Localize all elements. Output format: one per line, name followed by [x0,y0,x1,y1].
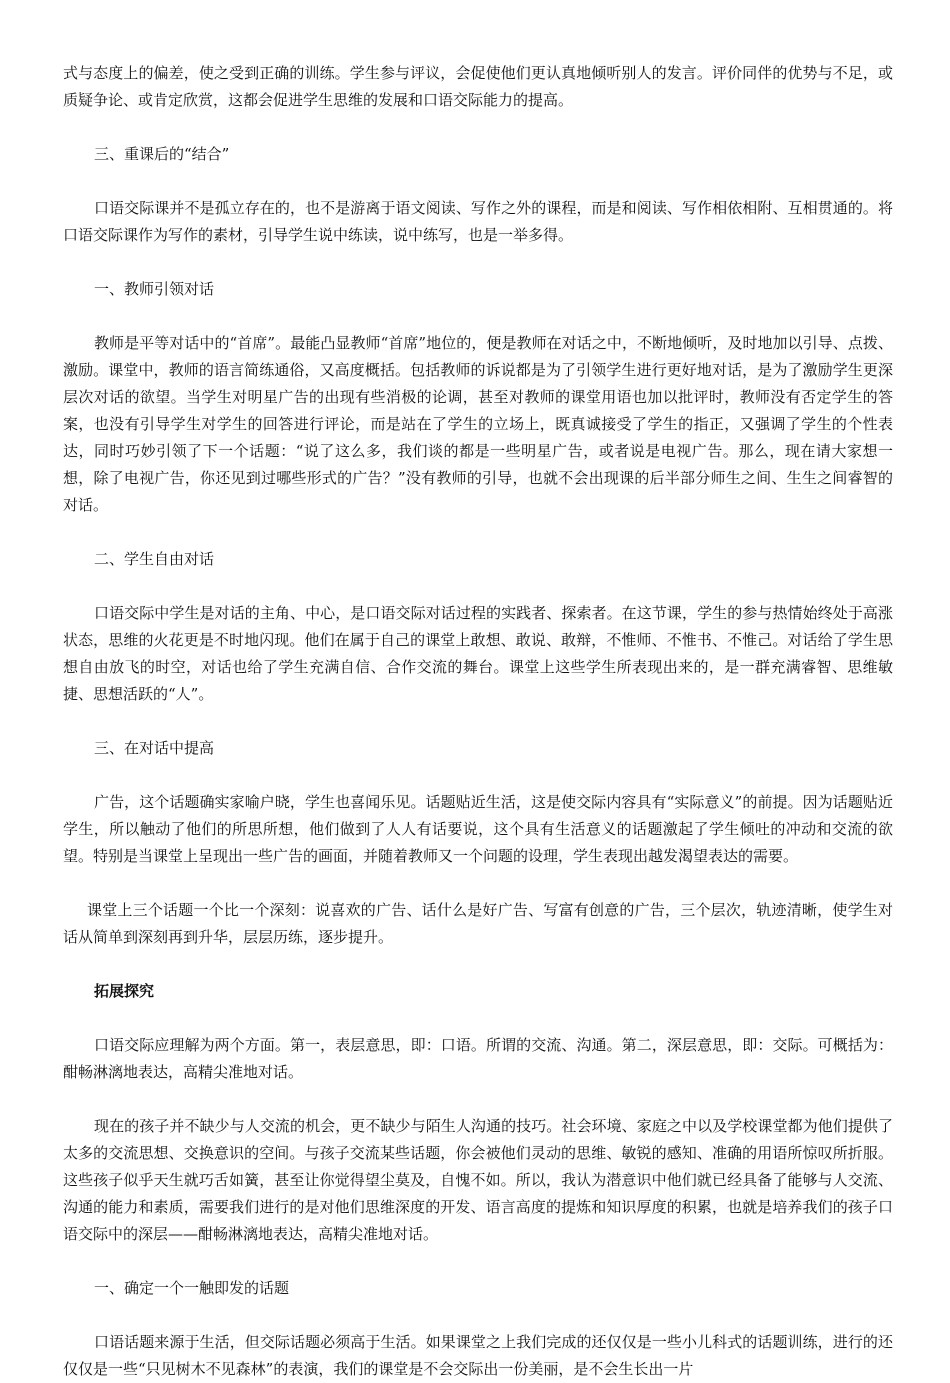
heading-extended-exploration: 拓展探究 [94,982,155,1000]
paragraph-two-aspects: 口语交际应理解为两个方面。第一，表层意思，即：口语。所谓的交流、沟通。第二，深层意思，即：交际。可概括为：酣畅淋漓地表达，高精尖准地对话。 [63,1036,893,1081]
paragraph-oral-course: 口语交际课并不是孤立存在的，也不是游离于语文阅读、写作之外的课程，而是和阅读、写作相依相附、互相贯通的。将口语交际课作为写作的素材，引导学生说中练读，说中练写，也是一举多得。 [63,199,893,244]
heading-combine-after-class: 三、重课后的“结合” [94,145,230,163]
paragraph-modern-children: 现在的孩子并不缺少与人交流的机会，更不缺少与陌生人沟通的技巧。社会环境、家庭之中以及学校课堂都为他们提供了太多的交流思想、交换意识的空间。与孩子交流某些话题，你会被他们灵动的思维、敏锐的感知、准确的用语所惊叹所折服。这些孩子似乎天生就巧舌如簧，甚至让你觉得望尘莫及，自愧不如。所以，我认为潜意识中他们就已经具备了能够与人交流、沟通的能力和素质，需要我们进行的是对他们思维深度的开发、语言高度的提炼和知识厚度的积累，也就是培养我们的孩子口语交际中的深层——酣畅淋漓地表达，高精尖准地对话。 [63,1117,893,1243]
paragraph-evaluation: 式与态度上的偏差，使之受到正确的训练。学生参与评议，会促使他们更认真地倾听别人的发言。评价同伴的优势与不足，或质疑争论、或肯定欣赏，这都会促进学生思维的发展和口语交际能力的提高。 [63,64,893,109]
heading-improve-in-dialogue: 三、在对话中提高 [94,739,215,757]
paragraph-three-topics: 课堂上三个话题一个比一个深刻：说喜欢的广告、话什么是好广告、写富有创意的广告，三个层次，轨迹清晰，使学生对话从简单到深刻再到升华，层层历练，逐步提升。 [63,901,893,946]
heading-student-free-dialogue: 二、学生自由对话 [94,550,215,568]
paragraph-teacher-chief: 教师是平等对话中的“首席”。最能凸显教师“首席”地位的，便是教师在对话之中，不断地倾听，及时地加以引导、点拨、激励。课堂中，教师的语言简练通俗，又高度概括。包括教师的诉说都是为了引领学生进行更好地对话，是为了激励学生更深层次对话的欲望。当学生对明星广告的出现有些消极的论调，甚至对教师的课堂用语也加以批评时，教师没有否定学生的答案，也没有引导学生对学生的回答进行评论，而是站在了学生的立场上，既真诚接受了学生的指正，又强调了学生的个性表达，同时巧妙引领了下一个话题：“说了这么多，我们谈的都是一些明星广告，或者说是电视广告。那么，现在请大家想一想，除了电视广告，你还见到过哪些形式的广告？”没有教师的引导，也就不会出现课的后半部分师生之间、生生之间睿智的对话。 [63,334,893,514]
paragraph-topic-source: 口语话题来源于生活，但交际话题必须高于生活。如果课堂之上我们完成的还仅仅是一些小儿科式的话题训练，进行的还仅仅是一些“只见树木不见森林”的表演，我们的课堂是不会交际出一份美丽，是不会生长出一片 [63,1333,893,1378]
paragraph-advertising-topic: 广告，这个话题确实家喻户晓，学生也喜闻乐见。话题贴近生活，这是使交际内容具有“实际意义”的前提。因为话题贴近学生，所以触动了他们的所思所想，他们做到了人人有话要说，这个具有生活意义的话题激起了学生倾吐的冲动和交流的欲望。特别是当课堂上呈现出一些广告的画面，并随着教师又一个问题的设理，学生表现出越发渴望表达的需要。 [63,793,893,865]
heading-teacher-guide: 一、教师引领对话 [94,280,215,298]
document-page [63,60,893,1383]
heading-determine-topic: 一、确定一个一触即发的话题 [94,1279,290,1297]
paragraph-student-role: 口语交际中学生是对话的主角、中心，是口语交际对话过程的实践者、探索者。在这节课，学生的参与热情始终处于高涨状态，思维的火花更是不时地闪现。他们在属于自己的课堂上敢想、敢说、敢辩，不惟师、不惟书、不惟己。对话给了学生思想自由放飞的时空，对话也给了学生充满自信、合作交流的舞台。课堂上这些学生所表现出来的，是一群充满睿智、思维敏捷、思想活跃的“人”。 [63,604,893,703]
